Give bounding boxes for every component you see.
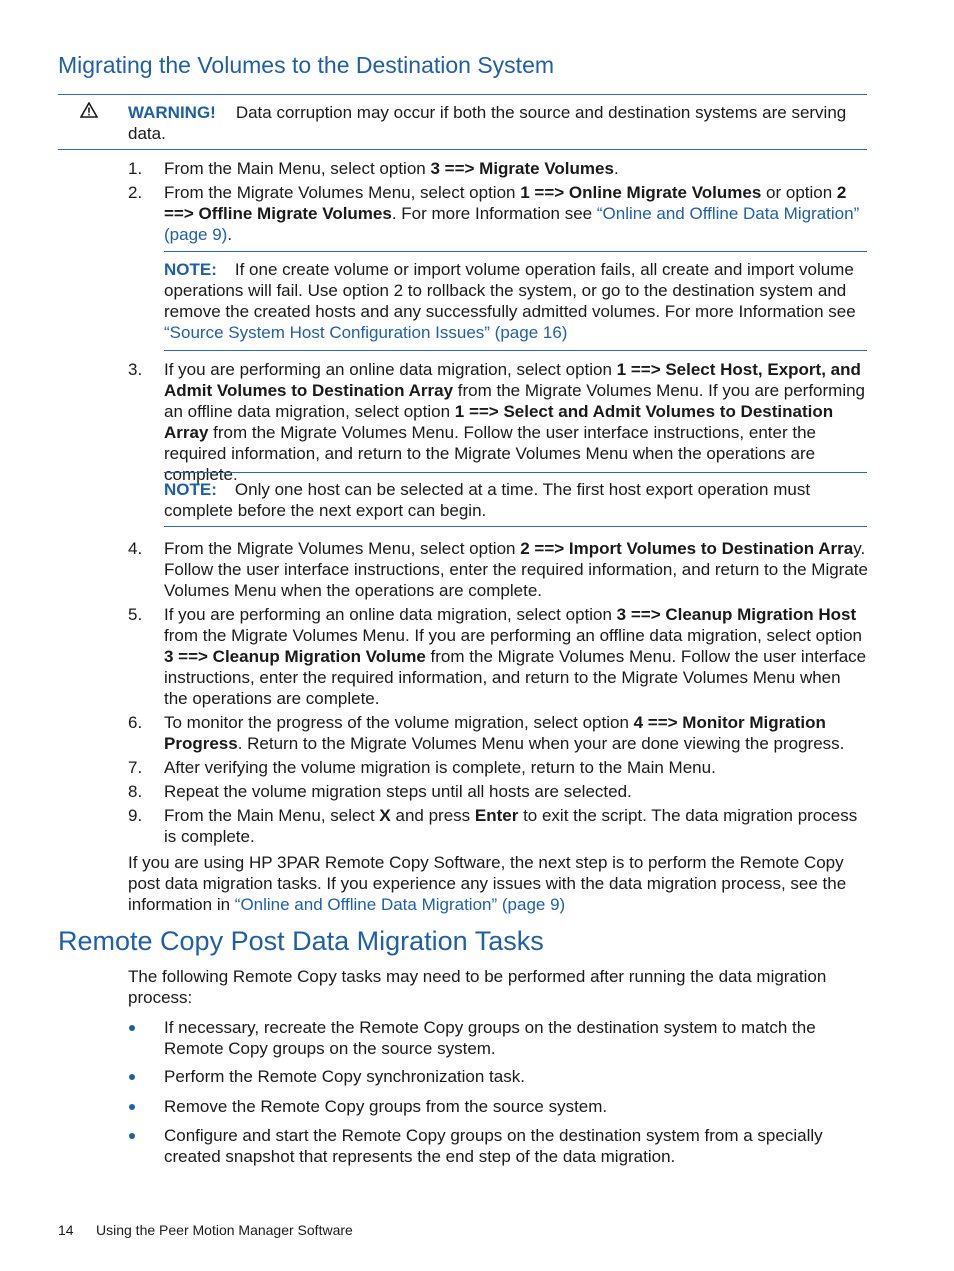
- step-number: 7.: [128, 758, 143, 777]
- step-list: [128, 359, 868, 485]
- step-option: 3 ==> Migrate Volumes: [430, 159, 614, 178]
- bullet-text: Perform the Remote Copy synchronization task.: [164, 1067, 525, 1086]
- list-item: [128, 757, 868, 778]
- list-item: [128, 1096, 868, 1117]
- divider: [58, 94, 867, 95]
- step-option: X: [379, 806, 391, 825]
- divider: [164, 350, 867, 351]
- cross-reference-link[interactable]: “Source System Host Configuration Issues” (page 16): [164, 323, 568, 342]
- list-item: [128, 604, 868, 709]
- step-number: 4.: [128, 539, 143, 558]
- intro-paragraph: The following Remote Copy tasks may need to be performed after running the data migration process:: [128, 967, 827, 1007]
- step-option: 3 ==> Cleanup Migration Host: [616, 605, 857, 624]
- step-number: 6.: [128, 713, 143, 732]
- step-text: To monitor the progress of the volume migration, select option: [164, 713, 634, 732]
- note-label: NOTE:: [164, 260, 217, 279]
- list-item: [128, 1125, 868, 1167]
- warning-icon: [80, 102, 98, 118]
- step-option: 1 ==> Select and Admit Volumes to Destination Array: [164, 402, 834, 442]
- step-option: 1 ==> Online Migrate Volumes: [520, 183, 762, 202]
- list-item: [128, 1017, 868, 1059]
- step-number: 3.: [128, 360, 143, 379]
- list-item: [128, 805, 868, 847]
- divider: [164, 526, 867, 527]
- note-admonition: [164, 259, 868, 343]
- bullet-icon: [129, 1104, 135, 1110]
- step-option: 2 ==> Import Volumes to Destination Arra: [520, 539, 854, 558]
- step-text: from the Migrate Volumes Menu. If you are performing an offline data migration, select option: [164, 626, 862, 645]
- bullet-text: If necessary, recreate the Remote Copy groups on the destination system to match the Remote Copy groups on the source system.: [164, 1018, 816, 1058]
- step-text: to exit the script. The data migration process is complete.: [164, 806, 858, 846]
- list-item: [128, 359, 868, 485]
- step-text: . For more Information see: [391, 204, 597, 223]
- step-text: Repeat the volume migration steps until all hosts are selected.: [164, 782, 632, 801]
- step-text: and press: [390, 806, 475, 825]
- section-heading: Migrating the Volumes to the Destination System: [58, 52, 555, 78]
- divider: [164, 251, 867, 252]
- step-text: .: [613, 159, 619, 178]
- list-item: [128, 182, 868, 245]
- step-text: from the Migrate Volumes Menu. If you are performing an offline data migration, select option: [164, 381, 866, 421]
- list-item: [128, 1066, 868, 1087]
- step-option: 2 ==> Offline Migrate Volumes: [164, 183, 847, 223]
- step-text: y. Follow the user interface instructions, enter the required information, and return to the Migrate Volumes Menu when the operations are complete.: [164, 539, 868, 600]
- list-item: [128, 538, 868, 601]
- section-heading: Remote Copy Post Data Migration Tasks: [58, 926, 544, 956]
- step-number: 5.: [128, 605, 143, 624]
- page-footer: [58, 1222, 353, 1238]
- paragraph-text: If you are using HP 3PAR Remote Copy Software, the next step is to perform the Remote Copy post data migration tasks. If you experience any issues with the data migration process, see the information in: [128, 853, 847, 914]
- warning-text: Data corruption may occur if both the source and destination systems are serving data.: [128, 103, 847, 143]
- step-text: from the Migrate Volumes Menu. Follow the user interface instructions, enter the required information, and return to the Migrate Volumes Menu when the operations are complete.: [164, 647, 867, 708]
- step-text: If you are performing an online data migration, select option: [164, 360, 617, 379]
- chapter-title: Using the Peer Motion Manager Software: [96, 1222, 353, 1238]
- step-text: .: [227, 225, 233, 244]
- step-option: 4 ==> Monitor Migration Progress: [164, 713, 826, 753]
- step-text: . Return to the Migrate Volumes Menu when your are done viewing the progress.: [237, 734, 845, 753]
- warning-label: WARNING!: [128, 103, 216, 122]
- step-text: from the Migrate Volumes Menu. Follow the user interface instructions, enter the required information, and return to the Migrate Volumes Menu when the operations are complete.: [164, 423, 816, 484]
- step-number: 8.: [128, 782, 143, 801]
- step-text: From the Migrate Volumes Menu, select option: [164, 539, 521, 558]
- cross-reference-link[interactable]: “Online and Offline Data Migration” (page 9): [234, 895, 566, 914]
- list-item: [128, 158, 868, 179]
- bullet-icon: [129, 1025, 135, 1031]
- step-option: 1 ==> Select Host, Export, and Admit Volumes to Destination Array: [164, 360, 861, 400]
- step-number: 2.: [128, 183, 143, 202]
- cross-reference-link[interactable]: “Online and Offline Data Migration” (page 9): [164, 204, 860, 244]
- divider: [164, 472, 867, 473]
- bullet-text: Configure and start the Remote Copy groups on the destination system from a specially created snapshot that represents the end step of the data migration.: [164, 1126, 823, 1166]
- divider: [58, 149, 867, 150]
- bullet-text: Remove the Remote Copy groups from the source system.: [164, 1097, 608, 1116]
- bullet-icon: [129, 1133, 135, 1139]
- closing-paragraph: [128, 852, 868, 915]
- step-number: 9.: [128, 806, 143, 825]
- step-text: From the Main Menu, select: [164, 806, 380, 825]
- bullet-list: [128, 1017, 868, 1167]
- step-list: [128, 158, 868, 245]
- note-text: If one create volume or import volume operation fails, all create and import volume operations will fail. Use option 2 to rollback the system, or go to the destination system and remove the created hosts and any successfully admitted volumes. For more Information see: [164, 260, 856, 321]
- warning-admonition: [128, 102, 868, 144]
- step-option: Enter: [474, 806, 519, 825]
- list-item: [128, 712, 868, 754]
- list-item: [128, 781, 868, 802]
- step-list: [128, 538, 868, 847]
- step-text: If you are performing an online data migration, select option: [164, 605, 617, 624]
- note-label: NOTE:: [164, 480, 217, 499]
- step-option: 3 ==> Cleanup Migration Volume: [164, 647, 426, 666]
- step-text: From the Migrate Volumes Menu, select option: [164, 183, 521, 202]
- bullet-icon: [129, 1074, 135, 1080]
- step-number: 1.: [128, 159, 143, 178]
- note-admonition: [164, 479, 868, 521]
- page-number: 14: [58, 1222, 74, 1238]
- note-text: Only one host can be selected at a time. The first host export operation must complete before the next export can begin.: [164, 480, 811, 520]
- step-text: After verifying the volume migration is complete, return to the Main Menu.: [164, 758, 716, 777]
- step-text: From the Main Menu, select option: [164, 159, 431, 178]
- step-text: or option: [761, 183, 837, 202]
